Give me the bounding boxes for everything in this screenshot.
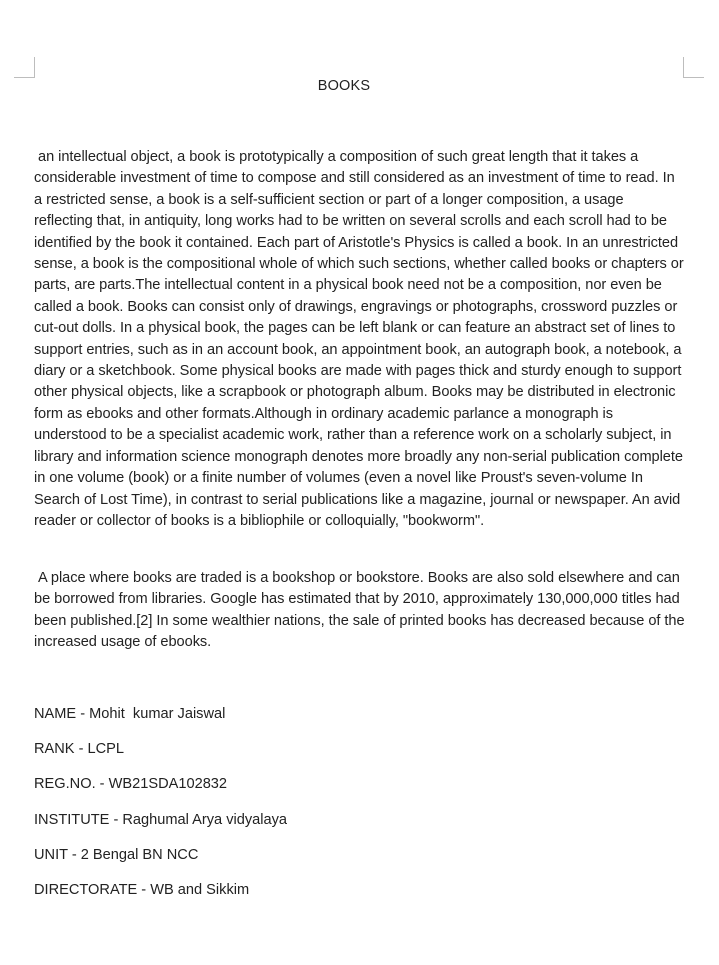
detail-unit: UNIT - 2 Bengal BN NCC	[34, 846, 199, 863]
document-title: BOOKS	[317, 78, 371, 94]
paragraph-1: an intellectual object, a book is prototypically a composition of such great length that it takes a considerable investment of time to compose and still considered as an investment of time to read. In a restricted sense, a book is a self-sufficient section or part of a longer composition, a usage reflecting that, in antiquity, long works had to be written on several scrolls and each scroll had to be identified by the book it contained. Each part of Aristotle's Physics is called a book. In an unrestricted sense, a book is the compositional whole of which such sections, whether called books or chapters or parts, are parts.The intellectual content in a physical book need not be a composition, nor even be called a book. Books can consist only of drawings, engravings or photographs, crossword puzzles or cut-out dolls. In a physical book, the pages can be left blank or can feature an abstract set of lines to support entries, such as in an account book, an appointment book, an autograph book, a notebook, a diary or a sketchbook. Some physical books are made with pages thick and sturdy enough to support other physical objects, like a scrapbook or photograph album. Books may be distributed in electronic form as ebooks and other formats.Although in ordinary academic parlance a monograph is understood to be a specialist academic work, rather than a reference work on a scholarly subject, in library and information science monograph denotes more broadly any non-serial publication complete in one volume (book) or a finite number of volumes (even a novel like Proust's seven-volume In Search of Lost Time), in contrast to serial publications like a magazine, journal or newspaper. An avid reader or collector of books is a bibliophile or colloquially, "bookworm".	[34, 149, 688, 529]
page-margin-corner-right	[683, 57, 704, 78]
detail-directorate: DIRECTORATE - WB and Sikkim	[34, 881, 250, 898]
page-margin-corner-left	[14, 57, 35, 78]
paragraph-2: A place where books are traded is a bookshop or bookstore. Books are also sold elsewhere and can be borrowed from libraries. Google has estimated that by 2010, approximately 130,000,000 titles had been published.[2] In some wealthier nations, the sale of printed books has decreased because of the increased usage of ebooks.	[34, 570, 689, 651]
student-details	[34, 704, 287, 915]
detail-institute: INSTITUTE - Raghumal Arya vidyalaya	[34, 811, 288, 828]
detail-name: NAME - Mohit kumar Jaiswal	[34, 706, 226, 722]
detail-reg-no: REG.NO. - WB21SDA102832	[34, 776, 228, 793]
detail-rank: RANK - LCPL	[34, 741, 125, 758]
